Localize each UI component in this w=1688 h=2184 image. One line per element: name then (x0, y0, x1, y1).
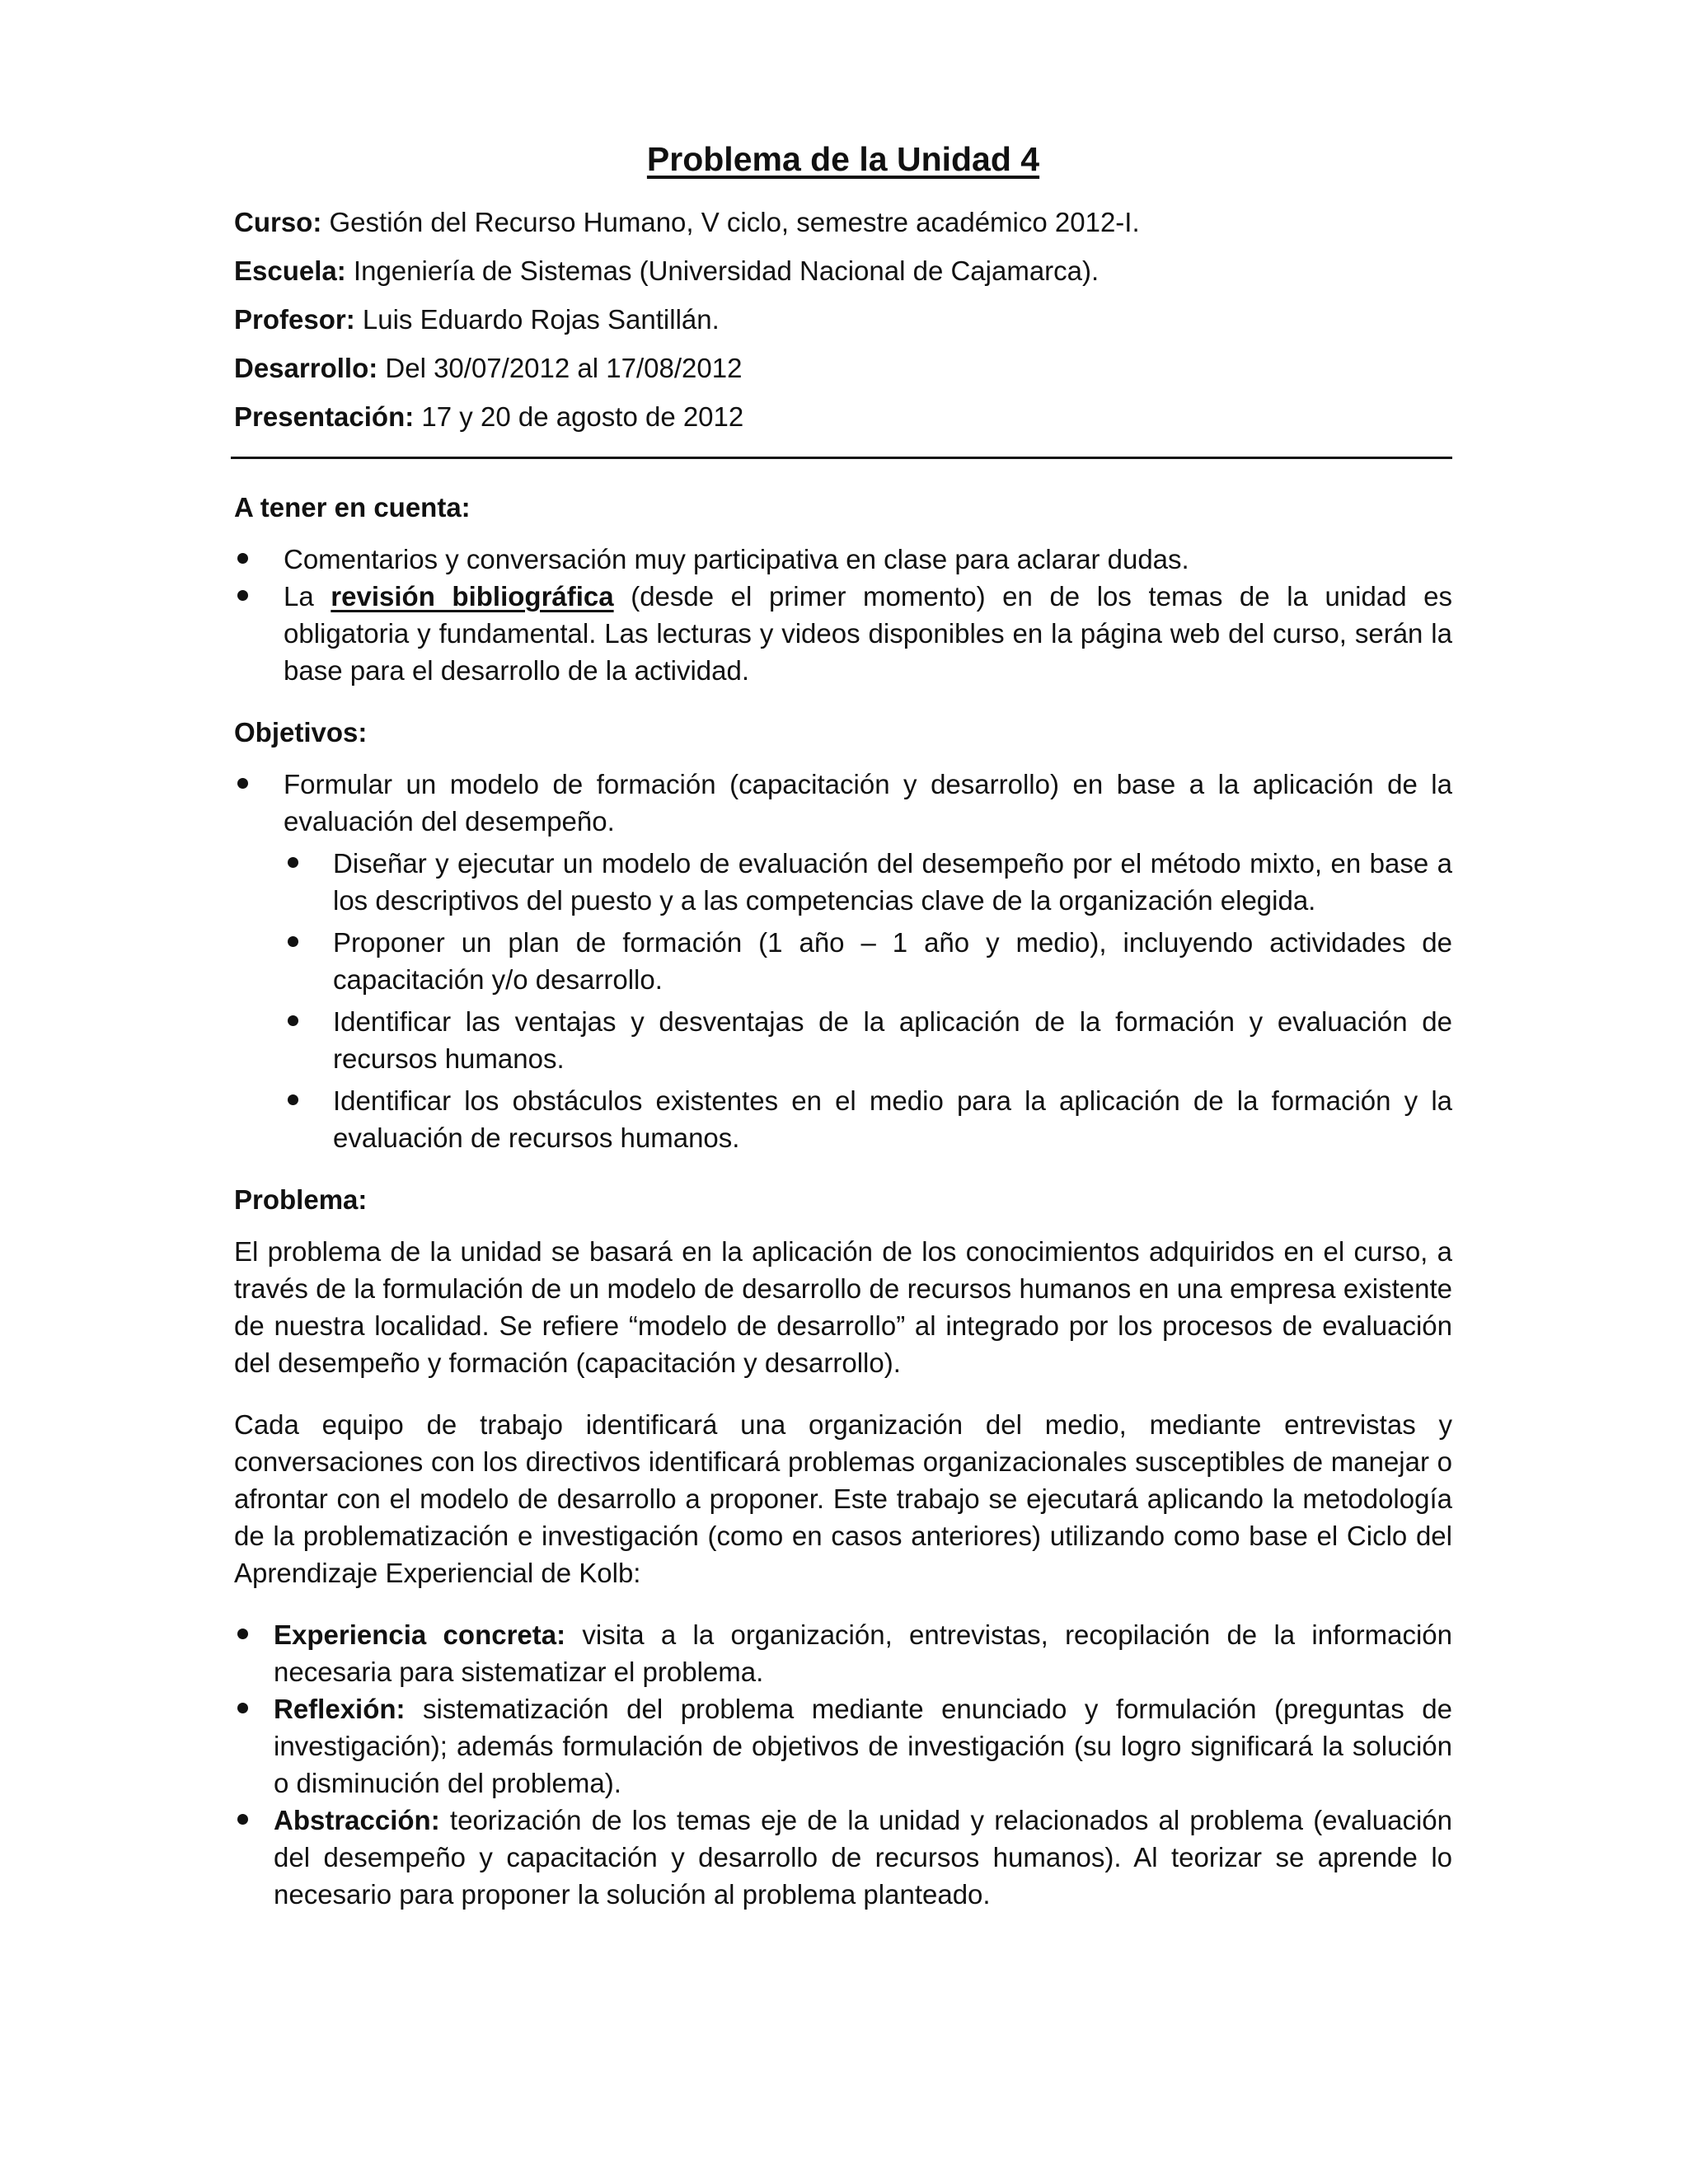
list-item (234, 1802, 1452, 1913)
meta-escuela-label: Escuela: (234, 255, 346, 286)
objetivos-heading: Objetivos: (234, 717, 368, 748)
tener-en-cuenta-list (234, 541, 1452, 689)
kolb-text: teorización de los temas eje de la unidad y relacionados al problema (evaluación del desempeño y capacitación y desarrollo de recursos humanos). Al teorizar se aprende lo necesario para proponer la solución al problema planteado. (274, 1805, 1452, 1910)
meta-escuela (234, 252, 1452, 289)
kolb-text: sistematización del problema mediante enunciado y formulación (preguntas de investigación); además formulación de objetivos de investigación (su logro significará la solución o disminución del problema). (274, 1694, 1452, 1798)
document-page (234, 136, 1452, 1938)
revision-bibliografica-emphasis: revisión bibliográfica (331, 581, 614, 612)
list-item: Identificar los obstáculos existentes en el medio para la aplicación de la formación y la evaluación de recursos humanos. (284, 1082, 1452, 1156)
meta-profesor (234, 301, 1452, 338)
meta-curso-label: Curso: (234, 207, 322, 237)
tener-en-cuenta-heading: A tener en cuenta: (234, 492, 471, 523)
list-item (234, 766, 1452, 1156)
item-text-post: (desde el primer momento) en de los temas de la unidad es obligatoria y fundamental. Las lecturas y videos disponibles en la página web del curso, serán la base para el desarrollo de la actividad. (284, 581, 1453, 686)
page-title: Problema de la Unidad 4 (646, 140, 1040, 178)
kolb-term: Reflexión: (274, 1694, 406, 1724)
list-item (234, 1616, 1452, 1690)
meta-presentacion-value: 17 y 20 de agosto de 2012 (414, 401, 744, 432)
meta-curso (234, 204, 1452, 241)
objetivo-main: Formular un modelo de formación (capacitación y desarrollo) en base a la aplicación de la evaluación del desempeño. (284, 769, 1452, 837)
meta-desarrollo (234, 349, 1452, 387)
item-text-pre: La (284, 581, 331, 612)
kolb-term: Experiencia concreta: (274, 1619, 566, 1650)
objetivos-list (234, 766, 1452, 1156)
list-item: Proponer un plan de formación (1 año – 1 año y medio), incluyendo actividades de capacitación y/o desarrollo. (284, 924, 1452, 998)
meta-profesor-value: Luis Eduardo Rojas Santillán. (354, 304, 720, 335)
meta-presentacion-label: Presentación: (234, 401, 415, 432)
meta-escuela-value: Ingeniería de Sistemas (Universidad Nacional de Cajamarca). (345, 255, 1100, 286)
list-item (234, 1690, 1452, 1802)
meta-presentacion (234, 398, 1452, 435)
meta-curso-value: Gestión del Recurso Humano, V ciclo, semestre académico 2012-I. (321, 207, 1140, 237)
problema-paragraph-2: Cada equipo de trabajo identificará una organización del medio, mediante entrevistas y conversaciones con los directivos identificará problemas organizacionales susceptibles de manejar o afrontar con el modelo de desarrollo a proponer. Este trabajo se ejecutará aplicando la metodología de la problematización e investigación (como en casos anteriores) utilizando como base el Ciclo del Aprendizaje Experiencial de Kolb: (234, 1409, 1452, 1588)
header-divider (231, 457, 1452, 459)
problema-paragraph-1: El problema de la unidad se basará en la aplicación de los conocimientos adquiridos en el curso, a través de la formulación de un modelo de desarrollo de recursos humanos en una empresa existente de nuestra localidad. Se refiere “modelo de desarrollo” al integrado por los procesos de evaluación del desempeño y formación (capacitación y desarrollo). (234, 1236, 1452, 1378)
problema-heading: Problema: (234, 1184, 368, 1215)
kolb-text: visita a la organización, entrevistas, recopilación de la información necesaria para sistematizar el problema. (274, 1619, 1452, 1687)
meta-desarrollo-value: Del 30/07/2012 al 17/08/2012 (377, 353, 743, 383)
list-item: Comentarios y conversación muy participativa en clase para aclarar dudas. (234, 541, 1452, 578)
list-item: Identificar las ventajas y desventajas de la aplicación de la formación y evaluación de recursos humanos. (284, 1003, 1452, 1077)
objetivos-sublist (284, 845, 1452, 1156)
meta-desarrollo-label: Desarrollo: (234, 353, 378, 383)
meta-profesor-label: Profesor: (234, 304, 355, 335)
kolb-cycle-list (234, 1616, 1452, 1913)
kolb-term: Abstracción: (274, 1805, 440, 1835)
list-item (234, 578, 1452, 689)
list-item: Diseñar y ejecutar un modelo de evaluación del desempeño por el método mixto, en base a los descriptivos del puesto y a las competencias clave de la organización elegida. (284, 845, 1452, 919)
